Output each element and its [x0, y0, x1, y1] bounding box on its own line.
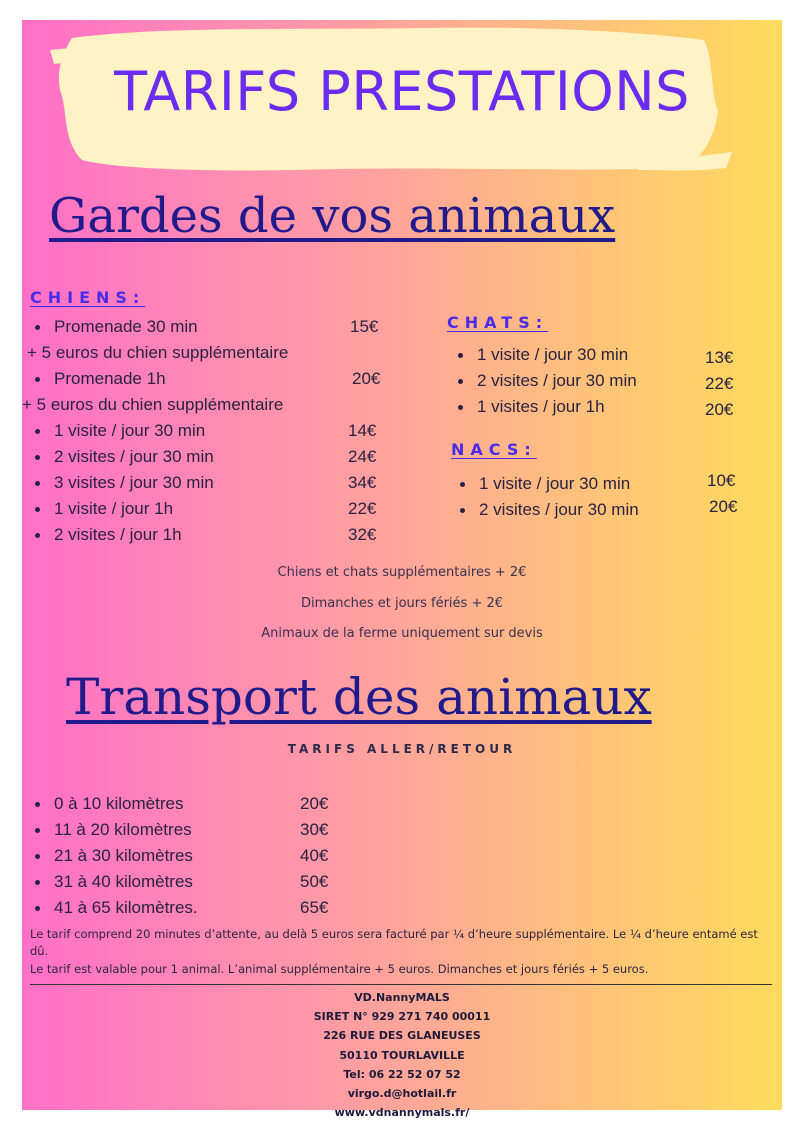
list-item: 1 visite / jour 30 min 10€	[447, 471, 777, 497]
transport-heading: Transport des animaux	[66, 668, 652, 726]
list-item: 1 visite / jour 1h 22€	[22, 496, 402, 522]
chats-label: CHATS:	[447, 313, 549, 332]
note-extra-pets: Chiens et chats supplémentaires + 2€	[277, 565, 527, 580]
list-item: + 5 euros du chien supplémentaire	[22, 395, 284, 414]
nacs-label: NACS:	[451, 440, 537, 459]
list-item: Promenade 1h 20€	[22, 366, 402, 392]
per-animal-note: Le tarif est valable pour 1 animal. L’animal supplémentaire + 5 euros. Dimanches et jours fériés + 5 euros.	[30, 962, 649, 976]
transport-subheading: TARIFS ALLER/RETOUR	[287, 742, 517, 756]
nacs-list	[447, 471, 777, 523]
list-item: 2 visites / jour 30 min 22€	[445, 368, 775, 394]
website-link[interactable]: www.vdnannymals.fr/	[334, 1106, 470, 1120]
company-name: VD.NannyMALS	[354, 991, 450, 1004]
phone-number: Tel: 06 22 52 07 52	[343, 1067, 461, 1081]
page-title: TARIFS PRESTATIONS	[114, 60, 690, 123]
price-sheet	[22, 20, 782, 1120]
list-item: 2 visites / jour 30 min 24€	[22, 444, 402, 470]
list-item: 2 visites / jour 1h 32€	[22, 522, 402, 548]
footer-contact	[22, 988, 782, 1122]
list-item: Promenade 30 min 15€	[22, 314, 402, 340]
list-item: 31 à 40 kilomètres 50€	[22, 869, 382, 895]
street-address: 226 RUE DES GLANEUSES	[323, 1029, 481, 1043]
siret-number: SIRET N° 929 271 740 00011	[313, 1010, 491, 1024]
note-holidays: Dimanches et jours fériés + 2€	[300, 596, 504, 611]
gardes-heading: Gardes de vos animaux	[49, 188, 616, 244]
note-farm-animals: Animaux de la ferme uniquement sur devis	[261, 626, 543, 641]
list-item: 41 à 65 kilomètres. 65€	[22, 895, 382, 921]
list-item: 1 visite / jour 30 min 14€	[22, 418, 402, 444]
list-item: 0 à 10 kilomètres 20€	[22, 791, 382, 817]
email-address: virgo.d@hotlail.fr	[347, 1087, 457, 1101]
chiens-label: CHIENS:	[30, 288, 146, 307]
list-item: 2 visites / jour 30 min 20€	[447, 497, 777, 523]
list-item: 3 visites / jour 30 min 34€	[22, 470, 402, 496]
footer-divider	[30, 984, 772, 985]
chats-list	[445, 342, 775, 420]
city-address: 50110 TOURLAVILLE	[339, 1048, 465, 1062]
list-item: 21 à 30 kilomètres 40€	[22, 843, 382, 869]
list-item: 11 à 20 kilomètres 30€	[22, 817, 382, 843]
list-item: + 5 euros du chien supplémentaire	[27, 343, 289, 362]
waiting-time-note: Le tarif comprend 20 minutes d’attente, au delà 5 euros sera facturé par ¼ d’heure supplémentaire. Le ¼ d’heure entamé est dû.	[30, 927, 758, 958]
chiens-list	[22, 314, 402, 548]
list-item: 1 visites / jour 1h 20€	[445, 394, 775, 420]
list-item: 1 visite / jour 30 min 13€	[445, 342, 775, 368]
transport-list	[22, 791, 382, 921]
